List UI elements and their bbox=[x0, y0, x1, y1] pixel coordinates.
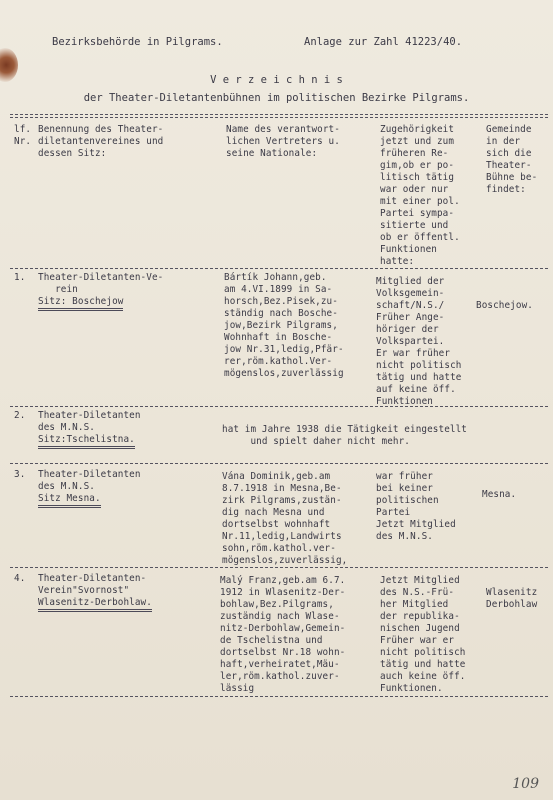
row-2-note: hat im Jahre 1938 die Tätigkeit eingestellt und spielt daher nicht mehr. bbox=[222, 424, 467, 447]
row-1-seat: Sitz: Boschejow bbox=[38, 296, 123, 311]
col-header-nr: lf. Nr. bbox=[14, 124, 32, 147]
annex-reference: Anlage zur Zahl 41223/40. bbox=[304, 36, 463, 48]
row-2-seat: Sitz:Tschelistna. bbox=[38, 434, 135, 449]
row-1-separator bbox=[10, 406, 548, 407]
row-1-affiliation: Mitglied der Volksgemein- schaft/N.S./ Früher Ange- höriger der Volkspartei. Er war früher nicht politisch tätig und hatte auf keine öff. Funktionen bbox=[376, 276, 462, 407]
row-2-separator bbox=[10, 463, 548, 464]
row-4-name: Theater-Diletanten- Verein"Svornost" bbox=[38, 573, 147, 596]
row-4-affiliation: Jetzt Mitglied des N.S.-Frü- her Mitglied der republika- nischen Jugend Früher war er nicht politisch tätig und hatte auch keine öff. Funktionen. bbox=[380, 575, 466, 694]
page-number: 109 bbox=[512, 776, 539, 792]
row-4-nr: 4. bbox=[14, 573, 26, 584]
col-header-representative: Name des verantwort- lichen Vertreters u. seine Nationale: bbox=[226, 124, 340, 159]
col-header-affiliation: Zugehörigkeit jetzt und zum früheren Re- gim,ob er po- litisch tätig war oder nur mit einer pol. Partei sympa- sitierte und ob er öffentl. Funktionen hatte: bbox=[380, 124, 460, 267]
row-3-seat: Sitz Mesna. bbox=[38, 493, 101, 508]
authority-header: Bezirksbehörde in Pilgrams. bbox=[52, 36, 223, 48]
row-1-representative: Bártík Johann,geb. am 4.VI.1899 in Sa- horsch,Bez.Pisek,zu- ständig nach Bosche- jow,Bezirk Pilgrams, Wohnhaft in Bosche- jow Nr.31,ledig,Pfär- rer,röm.kathol.Ver- mögenslos,zuverlässig bbox=[224, 272, 344, 379]
row-1-municipality: Boschejow. bbox=[476, 300, 533, 311]
row-3-separator bbox=[10, 567, 548, 568]
row-3-representative: Vána Dominik,geb.am 8.7.1918 in Mesna,Be- zirk Pilgrams,zustän- dig nach Mesna und dortselbst wohnhaft Nr.11,ledig,Landwirts sohn,röm.kathol.ver- mögenslos,zuverlässig, bbox=[222, 471, 348, 566]
col-header-municipality: Gemeinde in der sich die Theater- Bühne be- findet: bbox=[486, 124, 538, 195]
row-2-nr: 2. bbox=[14, 410, 26, 421]
row-4-seat: Wlasenitz-Derbohlaw. bbox=[38, 597, 152, 612]
row-1-name: Theater-Diletanten-Ve- rein bbox=[38, 272, 164, 295]
row-4-representative: Malý Franz,geb.am 6.7. 1912 in Wlasenitz-Der- bohlaw,Bez.Pilgrams, zuständig nach Wlase- nitz-Derbohlaw,Gemein- de Tschelistna und dortselbst Nr.18 wohn- haft,verheiratet,Mäu- ler,röm.kathol.zuver- lässig bbox=[220, 575, 346, 694]
table-top-rule bbox=[10, 114, 548, 118]
row-3-nr: 3. bbox=[14, 469, 26, 480]
row-1-nr: 1. bbox=[14, 272, 26, 283]
document-subtitle: der Theater-Diletantenbühnen im politischen Bezirke Pilgrams. bbox=[83, 92, 470, 104]
row-3-affiliation: war früher bei keiner politischen Partei Jetzt Mitglied des M.N.S. bbox=[376, 471, 456, 542]
table-bottom-rule bbox=[10, 696, 548, 697]
row-3-municipality: Mesna. bbox=[482, 489, 517, 500]
row-4-municipality: Wlasenitz Derbohlaw bbox=[486, 587, 538, 610]
row-3-name: Theater-Diletanten des M.N.S. bbox=[38, 469, 141, 492]
header-separator bbox=[10, 268, 548, 269]
col-header-name: Benennung des Theater- diletantenvereines und dessen Sitz: bbox=[38, 124, 164, 159]
document-title: V e r z e i c h n i s bbox=[210, 74, 343, 86]
row-2-name: Theater-Diletanten des M.N.S. bbox=[38, 410, 141, 433]
